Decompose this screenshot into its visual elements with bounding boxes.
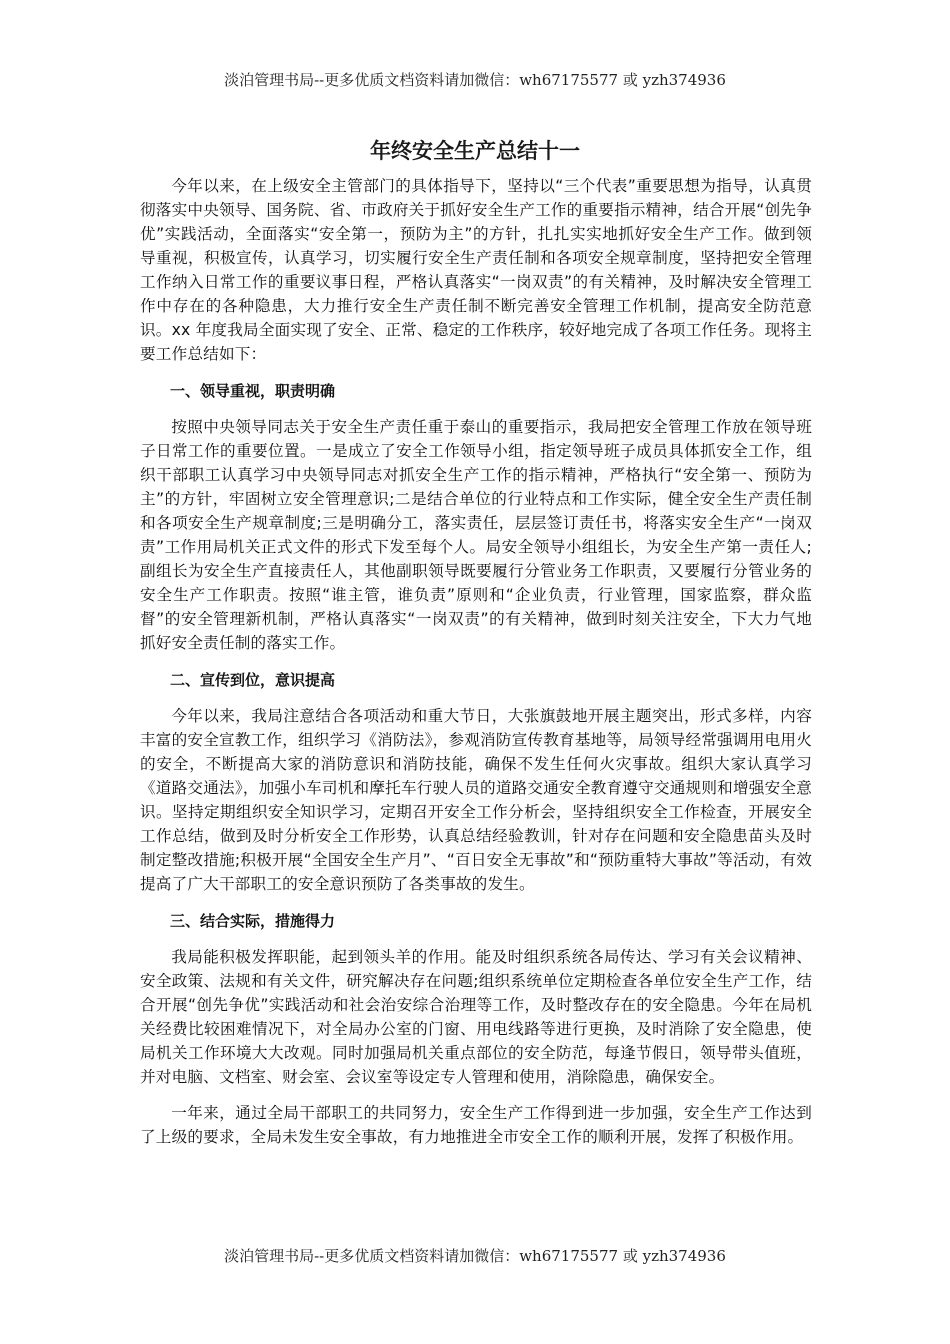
section-heading-1: 一、领导重视，职责明确 — [170, 382, 336, 400]
section-heading-2: 二、宣传到位，意识提高 — [170, 671, 336, 689]
header-watermark-note: 淡泊管理书局--更多优质文档资料请加微信：wh67175577 或 yzh374936 — [224, 71, 726, 89]
section-heading-3: 三、结合实际，措施得力 — [170, 912, 336, 930]
section-paragraph-2: 今年以来，我局注意结合各项活动和重大节日，大张旗鼓地开展主题突出，形式多样，内容丰富的安全宣教工作，组织学习《消防法》，参观消防宣传教育基地等，局领导经常强调用电用火的安全，不断提高大家的消防意识和消防技能，确保不发生任何火灾事故。组织大家认真学习《道路交通法》，加强小车司机和摩托车行驶人员的道路交通安全教育遵守交通规则和增强安全意识。坚持定期组织安全知识学习，定期召开安全工作分析会，坚持组织安全工作检查，开展安全工作总结，做到及时分析安全工作形势，认真总结经验教训，针对存在问题和安全隐患苗头及时制定整改措施;积极开展“全国安全生产月”、“百日安全无事故”和“预防重特大事故”等活动，有效提高了广大干部职工的安全意识预防了各类事故的发生。 — [140, 707, 812, 893]
intro-paragraph: 今年以来，在上级安全主管部门的具体指导下，坚持以“三个代表”重要思想为指导，认真贯彻落实中央领导、国务院、省、市政府关于抓好安全生产工作的重要指示精神，结合开展“创先争优”实践活动，全面落实“安全第一，预防为主”的方针，扎扎实实地抓好安全生产工作。做到领导重视，积极宣传，认真学习，切实履行安全生产责任制和各项安全规章制度，坚持把安全管理工作纳入日常工作的重要议事日程，严格认真落实“一岗双责”的有关精神，及时解决安全管理工作中存在的各种隐患，大力推行安全生产责任制不断完善安全管理工作机制，提高安全防范意识。xx 年度我局全面实现了安全、正常、稳定的工作秩序，较好地完成了各项工作任务。现将主要工作总结如下： — [140, 177, 812, 363]
closing-paragraph: 一年来，通过全局干部职工的共同努力，安全生产工作得到进一步加强，安全生产工作达到了上级的要求，全局未发生安全事故，有力地推进全市安全工作的顺利开展，发挥了积极作用。 — [140, 1104, 812, 1146]
document-title: 年终安全生产总结十一 — [370, 139, 580, 163]
section-paragraph-3: 我局能积极发挥职能，起到领头羊的作用。能及时组织系统各局传达、学习有关会议精神、安全政策、法规和有关文件，研究解决存在问题;组织系统单位定期检查各单位安全生产工作，结合开展“创先争优”实践活动和社会治安综合治理等工作，及时整改存在的安全隐患。今年在局机关经费比较困难情况下，对全局办公室的门窗、用电线路等进行更换，及时消除了安全隐患，使局机关工作环境大大改观。同时加强局机关重点部位的安全防范，每逢节假日，领导带头值班，并对电脑、文档室、财会室、会议室等设定专人管理和使用，消除隐患，确保安全。 — [140, 948, 812, 1086]
section-paragraph-1: 按照中央领导同志关于安全生产责任重于泰山的重要指示，我局把安全管理工作放在领导班子日常工作的重要位置。一是成立了安全工作领导小组，指定领导班子成员具体抓安全工作，组织干部职工认真学习中央领导同志对抓安全生产工作的指示精神，严格执行“安全第一、预防为主”的方针，牢固树立安全管理意识;二是结合单位的行业特点和工作实际，健全安全生产责任制和各项安全生产规章制度;三是明确分工，落实责任，层层签订责任书，将落实安全生产“一岗双责”工作用局机关正式文件的形式下发至每个人。局安全领导小组组长，为安全生产第一责任人;副组长为安全生产直接责任人，其他副职领导既要履行分管业务工作职责，又要履行分管业务的安全生产工作职责。按照“谁主管，谁负责”原则和“企业负责，行业管理，国家监察，群众监督”的安全管理新机制，严格认真落实“一岗双责”的有关精神，做到时刻关注安全，下大力气地抓好安全责任制的落实工作。 — [140, 418, 812, 652]
footer-watermark-note: 淡泊管理书局--更多优质文档资料请加微信：wh67175577 或 yzh374936 — [224, 1247, 726, 1265]
document-body — [140, 174, 812, 1149]
